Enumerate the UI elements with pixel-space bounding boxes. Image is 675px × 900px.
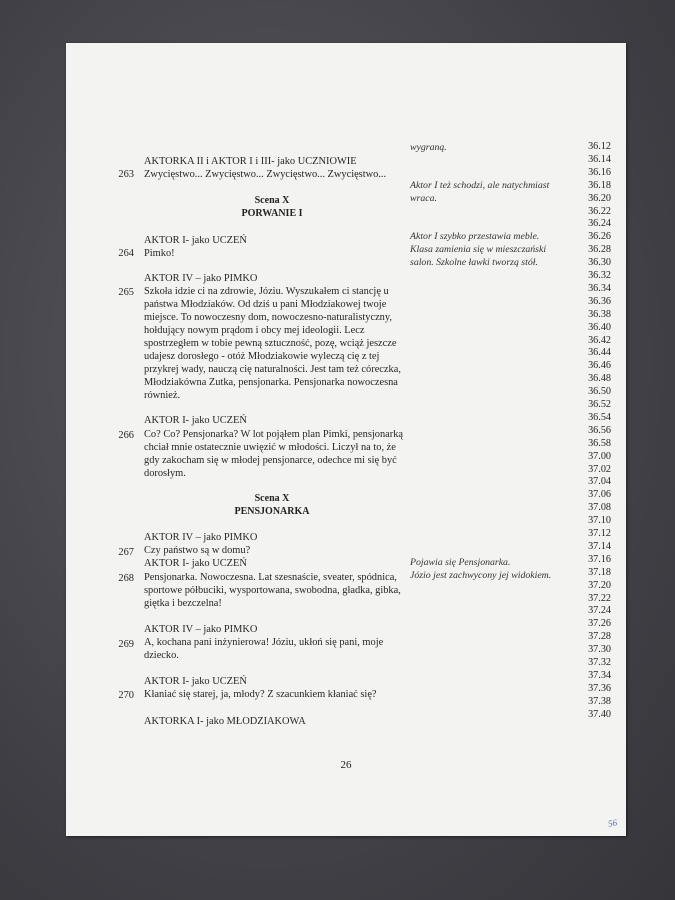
dialogue-line: Kłaniać się starej, ja, młody? Z szacunkiem kłaniać się? [144,689,377,700]
dialogue-line: Zwycięstwo... Zwycięstwo... Zwycięstwo... Zwycięstwo... [144,169,387,180]
dialogue-line: Pimko! [144,248,175,259]
timecode: 37.36 [588,682,611,694]
line-number: 263 [118,169,134,180]
timecode: 36.18 [588,179,611,191]
speaker-line: AKTOR I- jako UCZEŃ [144,235,247,246]
timecode: 37.26 [588,618,611,630]
line-number: 267 [118,547,134,558]
dialogue-line: A, kochana pani inżynierowa! Józiu, ukłoń się pani, moje [144,637,384,648]
timecode: 36.36 [588,295,611,307]
timecode: 37.30 [588,644,611,656]
line-number: 268 [118,573,134,584]
speaker-line: AKTOR I- jako UCZEŃ [144,415,247,426]
dialogue-line: Co? Co? Pensjonarka? W lot pojąłem plan Pimki, pensjonarką [144,429,404,440]
scene-number: Scena X [254,195,290,206]
line-number: 266 [118,430,134,441]
timecode: 37.38 [588,695,611,707]
dialogue-line: gdy zakocham się w młodej pensjonarce, odechce mi się być [144,455,397,466]
timecode: 37.06 [588,489,611,501]
dialogue-line: giętka i bezczelna! [144,598,222,609]
timecode: 36.38 [588,308,611,320]
timecode: 36.56 [588,424,611,436]
speaker-line: AKTORKA II i AKTOR I i III- jako UCZNIOWIE [144,156,357,167]
scene-number: Scena X [254,493,290,504]
stage-direction: Pojawia się Pensjonarka. [410,557,511,568]
timecode: 36.14 [588,153,611,165]
timecode: 37.28 [588,631,611,643]
dialogue-line: przykrej wady, nauczą cię naturalności. Jest tam też córeczka, [144,364,401,375]
dialogue-line: sportowe półbuciki, wysportowana, swobodna, gładka, gibka, [144,585,401,596]
page-number: 26 [340,759,352,771]
timecode: 36.46 [588,360,611,372]
timecode: 36.28 [588,244,611,256]
timecode: 36.58 [588,437,611,449]
speaker-line: AKTOR IV – jako PIMKO [144,624,258,635]
dialogue-line: dorosłym. [144,468,186,479]
stage-direction: wygraną. [410,142,447,153]
timecode: 37.40 [588,708,611,720]
timecode: 36.26 [588,231,611,243]
timecode: 36.30 [588,257,611,269]
dialogue-line: miejsce. To nowoczesny dom, nowoczesno-naturalistyczny, [144,312,392,323]
stage-direction: salon. Szkolne ławki tworzą stół. [410,257,538,268]
dialogue-line: spostrzegłem w tobie pewną sztuczność, pozę, wciąż jeszcze [144,338,397,349]
timecode: 36.54 [588,411,611,423]
dialogue-line: Młodziakówna Zutka, pensjonarka. Pensjonarka nowoczesna [144,377,398,388]
speaker-line: AKTOR IV – jako PIMKO [144,532,258,543]
stage-direction: wraca. [410,193,437,204]
line-number: 265 [118,287,134,298]
timecode: 37.04 [588,476,611,488]
timecode: 36.16 [588,166,611,178]
scene-title: PORWANIE I [241,208,303,219]
timecode: 36.50 [588,386,611,398]
timecode: 37.32 [588,657,611,668]
timecode: 37.12 [588,528,611,539]
timecode: 36.24 [588,218,611,230]
archive-stamp: 56 [607,817,618,829]
timecode: 37.14 [588,540,611,552]
timecode: 36.44 [588,347,611,359]
dialogue-line: Czy państwo są w domu? [144,545,251,556]
timecode: 37.00 [588,450,611,462]
stage-direction: Klasa zamienia się w mieszczański [410,244,547,255]
timecode: 36.42 [588,334,611,346]
timecode: 36.34 [588,282,611,294]
stage-direction: Józio jest zachwycony jej widokiem. [410,570,552,581]
line-number: 269 [118,639,134,650]
timecode: 36.40 [588,321,611,333]
timecode: 37.24 [588,605,611,617]
dialogue-line: chciał mnie ostatecznie uwięzić w młodości. Liczył na to, że [144,442,396,453]
timecode: 37.02 [588,463,611,475]
document-page [66,43,626,836]
timecode: 36.52 [588,399,611,410]
timecode: 37.16 [588,553,611,565]
speaker-line: AKTOR IV – jako PIMKO [144,273,258,284]
speaker-line: AKTOR I- jako UCZEŃ [144,558,247,569]
dialogue-line: dziecko. [144,650,179,661]
dialogue-line: również. [144,390,181,401]
stage-direction: Aktor I szybko przestawia meble. [410,231,540,242]
stage-direction: Aktor I też schodzi, ale natychmiast [410,180,550,191]
timecode: 36.12 [588,141,611,152]
dialogue-line: udajesz dorosłego - otóż Młodziakowie wyleczą cię z tej [144,351,380,362]
speaker-line: AKTOR I- jako UCZEŃ [144,676,247,687]
dialogue-line: hołdujący nowym prądom i obcy mej ideologii. Lecz [144,325,365,336]
dialogue-line: Pensjonarka. Nowoczesna. Lat szesnaście, sveater, spódnica, [144,572,397,583]
timecode: 36.20 [588,192,611,204]
timecode: 37.22 [588,592,611,604]
timecode: 37.18 [588,566,611,578]
dialogue-line: Szkoła idzie ci na zdrowie, Józiu. Wyszukałem ci stancję u [144,286,389,297]
timecode: 36.48 [588,373,611,385]
timecode: 37.20 [588,579,611,591]
timecode: 37.10 [588,515,611,527]
dialogue-line: państwa Młodziaków. Od dziś u pani Młodziakowej twoje [144,299,387,310]
line-number: 270 [118,690,134,701]
timecode: 36.22 [588,205,611,217]
timecode: 37.34 [588,669,611,681]
scene-title: PENSJONARKA [234,506,310,517]
timecode: 36.32 [588,270,611,281]
line-number: 264 [118,248,134,259]
timecode: 37.08 [588,502,611,514]
speaker-line: AKTORKA I- jako MŁODZIAKOWA [144,716,306,727]
